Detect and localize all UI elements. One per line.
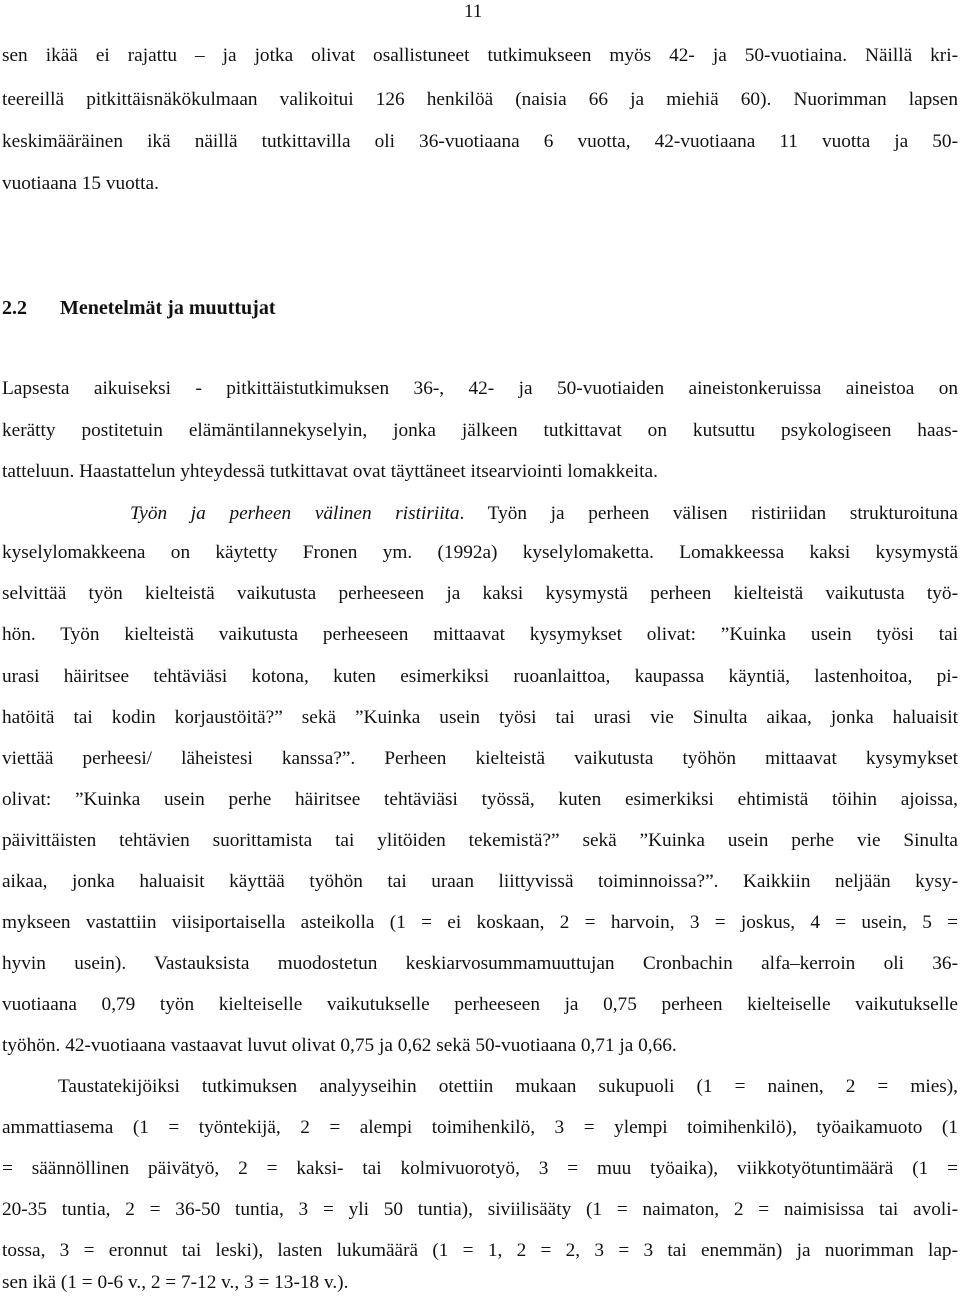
text-line — [0, 1107, 960, 1148]
text-line-content: keskimääräinen ikä näillä tutkittavilla oli 36-vuotiaana 6 vuotta, 42-vuotiaana 11 vuotta ja 50- — [2, 131, 958, 152]
lead-rest: . Työn ja perheen välisen ristiriidan strukturoituna — [459, 503, 958, 524]
text-line — [0, 614, 960, 655]
text-line — [0, 861, 960, 902]
text-line — [0, 1148, 960, 1189]
text-line — [0, 451, 960, 492]
text-line — [0, 902, 960, 943]
text-line-content: hön. Työn kielteistä vaikutusta perheeseen mittaavat kysymykset olivat: ”Kuinka usein työsi tai — [2, 624, 958, 645]
text-line-content: kerätty postitetuin elämäntilannekyselyin, jonka jälkeen tutkittavat on kutsuttu psykologiseen haas- — [2, 420, 958, 441]
text-line-content: sen ikä (1 = 0-6 v., 2 = 7-12 v., 3 = 13-18 v.). — [2, 1272, 349, 1293]
text-line — [0, 1189, 960, 1230]
text-line-content: = säännöllinen päivätyö, 2 = kaksi- tai kolmivuorotyö, 3 = muu työaika), viikkotyötuntimäärä (1 = — [2, 1158, 958, 1179]
text-line — [0, 738, 960, 779]
text-line-content: tossa, 3 = eronnut tai leski), lasten lukumäärä (1 = 1, 2 = 2, 3 = 3 tai enemmän) ja nuorimman lap- — [2, 1240, 958, 1261]
text-line — [0, 943, 960, 984]
text-line-content: teereillä pitkittäisnäkökulmaan valikoitui 126 henkilöä (naisia 66 ja miehiä 60). Nuorimman lapsen — [2, 89, 958, 110]
text-line-content: viettää perheesi/ läheistesi kanssa?”. Perheen kielteistä vaikutusta työhön mittaavat kysymykset — [2, 748, 958, 769]
text-line — [0, 1262, 960, 1303]
section-heading — [2, 288, 276, 328]
text-line — [0, 779, 960, 820]
text-line-content: urasi häiritsee tehtäviäsi kotona, kuten esimerkiksi ruoanlaittoa, kaupassa käyntiä, lastenhoitoa, pi- — [2, 666, 958, 687]
section-title: Menetelmät ja muuttujat — [60, 297, 276, 319]
text-line-content: sen ikää ei rajattu – ja jotka olivat osallistuneet tutkimukseen myös 42- ja 50-vuotiaina. Näillä kri- — [2, 45, 958, 66]
text-line — [0, 984, 960, 1025]
text-line-content: Lapsesta aikuiseksi - pitkittäistutkimuksen 36-, 42- ja 50-vuotiaiden aineistonkeruissa aineistoa on — [2, 378, 958, 399]
text-line-content: ammattiasema (1 = työntekijä, 2 = alempi toimihenkilö, 3 = ylempi toimihenkilö), työaikamuoto (1 — [2, 1117, 958, 1138]
text-line-content: kyselylomakkeena on käytetty Fronen ym. (1992a) kyselylomaketta. Lomakkeessa kaksi kysymystä — [2, 542, 958, 563]
text-line — [0, 163, 960, 204]
text-line — [0, 493, 960, 534]
text-line-content: 20-35 tuntia, 2 = 36-50 tuntia, 3 = yli 50 tuntia), siviilisääty (1 = naimaton, 2 = naimisissa tai avoli- — [2, 1199, 958, 1220]
text-line-content: tatteluun. Haastattelun yhteydessä tutkittavat ovat täyttäneet itsearviointi lomakkeita. — [2, 461, 658, 482]
text-line — [0, 121, 960, 162]
section-number: 2.2 — [2, 297, 27, 319]
text-line — [0, 532, 960, 573]
text-line-content: hatöitä tai kodin korjaustöitä?” sekä ”Kuinka usein työsi tai urasi vie Sinulta aikaa, jonka haluaisit — [2, 707, 958, 728]
text-line — [0, 1025, 960, 1066]
italic-lead: Työn ja perheen välinen ristiriita — [130, 503, 460, 524]
page-number: 11 — [464, 1, 483, 22]
text-line — [0, 1066, 960, 1107]
text-line-content: selvittää työn kielteistä vaikutusta perheeseen ja kaksi kysymystä perheen kielteistä vaikutusta työ- — [2, 583, 958, 604]
text-line — [0, 35, 960, 76]
text-line-content: olivat: ”Kuinka usein perhe häiritsee tehtäviäsi työssä, kuten esimerkiksi ehtimistä töihin ajoissa, — [2, 789, 958, 810]
text-line — [0, 573, 960, 614]
text-line-content: Taustatekijöiksi tutkimuksen analyyseihin otettiin mukaan sukupuoli (1 = nainen, 2 = mies), — [58, 1076, 958, 1097]
text-line-content: päivittäisten tehtävien suorittamista tai ylitöiden tekemistä?” sekä ”Kuinka usein perhe vie Sinulta — [2, 830, 958, 851]
text-line — [0, 368, 960, 409]
text-line-content: mykseen vastattiin viisiportaisella asteikolla (1 = ei koskaan, 2 = harvoin, 3 = joskus, 4 = usein, 5 = — [2, 912, 958, 933]
text-line-content: vuotiaana 15 vuotta. — [2, 173, 159, 194]
text-line-content: hyvin usein). Vastauksista muodostetun keskiarvosummamuuttujan Cronbachin alfa–kerroin oli 36- — [2, 953, 958, 974]
text-line-content: työhön. 42-vuotiaana vastaavat luvut olivat 0,75 ja 0,62 sekä 50-vuotiaana 0,71 ja 0,66. — [2, 1035, 677, 1056]
text-line — [0, 79, 960, 120]
text-line — [0, 820, 960, 861]
text-line-content: vuotiaana 0,79 työn kielteiselle vaikutukselle perheeseen ja 0,75 perheen kielteiselle vaikutukselle — [2, 994, 958, 1015]
text-line — [0, 410, 960, 451]
text-line — [0, 697, 960, 738]
text-line — [0, 656, 960, 697]
text-line-content: aikaa, jonka haluaisit käyttää työhön tai uraan liittyvissä toiminnoissa?”. Kaikkiin neljään kysy- — [2, 871, 958, 892]
